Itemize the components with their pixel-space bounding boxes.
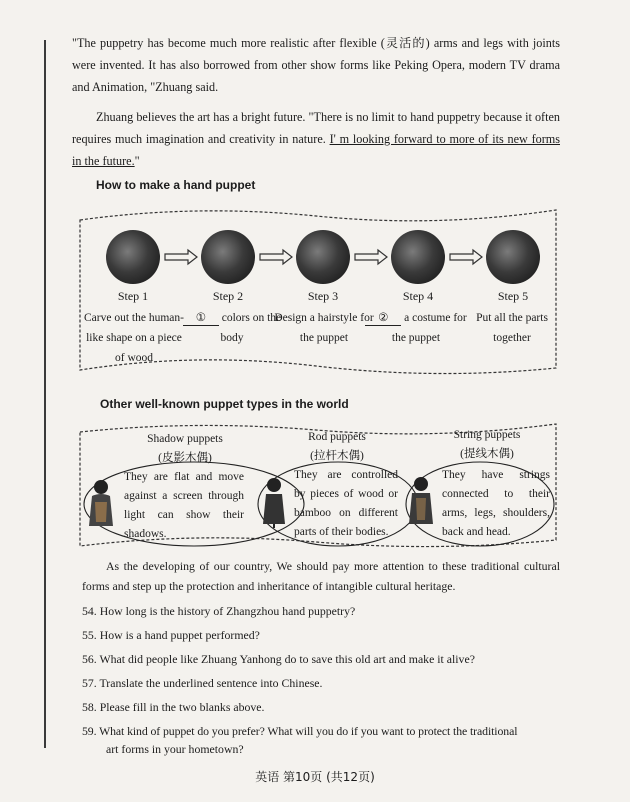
- arrow-right-icon: [164, 248, 198, 266]
- type-3-cn: (提线木偶): [460, 448, 514, 460]
- passage-paragraph-2: [72, 106, 560, 172]
- question-59: 59. What kind of puppet do you prefer? What will you do if you want to protect the traditional: [82, 724, 518, 738]
- step-2-photo: [201, 230, 255, 284]
- question-54: 54. How long is the history of Zhangzhou hand puppetry?: [82, 604, 356, 618]
- arrow-right-icon: [259, 248, 293, 266]
- type-1-cn: (皮影木偶): [158, 452, 212, 464]
- question-58: 58. Please fill in the two blanks above.: [82, 700, 265, 714]
- step-5-label: Step 5: [497, 289, 529, 303]
- step-2-post: colors on the body: [220, 312, 282, 344]
- types-box: [76, 418, 560, 552]
- step-4-photo: [391, 230, 445, 284]
- type-3-desc: They have strings connected to their arms, legs, shoulders, back and head.: [442, 469, 550, 538]
- types-heading: Other well-known puppet types in the world: [100, 397, 349, 411]
- type-1-desc: They are flat and move against a screen through light can show their shadows.: [124, 471, 244, 540]
- steps-box: [76, 200, 560, 380]
- arrow-right-icon: [449, 248, 483, 266]
- step-1-label: Step 1: [117, 289, 149, 303]
- paragraph-2-end: ": [134, 154, 140, 168]
- arrow-right-icon: [354, 248, 388, 266]
- type-2-name: Rod puppets: [308, 431, 366, 443]
- step-5-text: Put all the parts together: [476, 312, 548, 344]
- passage-paragraph-1: "The puppetry has become much more realistic after flexible (灵活的) arms and legs with joints were invented. It has also borrowed from other show forms like Peking Opera, modern TV drama and Animation, "Zhuang said.: [72, 36, 560, 94]
- step-1-photo: [106, 230, 160, 284]
- margin-line: [44, 40, 46, 748]
- question-56: 56. What did people like Zhuang Yanhong do to save this old art and make it alive?: [82, 652, 475, 666]
- type-1-name: Shadow puppets: [147, 433, 223, 445]
- blank-2[interactable]: ②: [365, 311, 401, 326]
- string-puppet-icon: [406, 474, 436, 526]
- step-3-photo: [296, 230, 350, 284]
- underlined-sentence: I' m looking forward to more of its new forms in the future.: [72, 132, 560, 168]
- question-59-cont: art forms in your hometown?: [106, 742, 244, 756]
- step-4-text: [364, 308, 468, 348]
- step-2-text: [180, 308, 284, 348]
- step-3-label: Step 3: [307, 289, 339, 303]
- question-55: 55. How is a hand puppet performed?: [82, 628, 260, 642]
- how-to-heading: How to make a hand puppet: [96, 178, 256, 192]
- step-4-label: Step 4: [402, 289, 434, 303]
- step-4-post: a costume for the puppet: [391, 312, 467, 344]
- blank-1[interactable]: ①: [183, 311, 219, 326]
- rod-puppet-icon: [259, 476, 289, 528]
- step-2-label: Step 2: [212, 289, 244, 303]
- type-2-cn: (拉杆木偶): [310, 450, 364, 462]
- page-footer: 英语 第10页 (共12页): [255, 770, 375, 784]
- step-3-text: Design a hairstyle for the puppet: [274, 312, 374, 344]
- shadow-puppet-icon: [86, 478, 116, 530]
- step-5-photo: [486, 230, 540, 284]
- paragraph-2-text: Zhuang believes the art has a bright future. "There is no limit to hand puppetry because it often requires much imagination and creativity in nature.: [72, 110, 560, 146]
- step-1-text: Carve out the human-like shape on a piece of wood: [84, 312, 184, 364]
- type-2-desc: They are controlled by pieces of wood or bamboo on different parts of their bodies.: [294, 469, 398, 538]
- question-57: 57. Translate the underlined sentence into Chinese.: [82, 676, 323, 690]
- type-3-name: String puppets: [453, 429, 521, 441]
- closing-paragraph: As the developing of our country, We should pay more attention to these traditional cultural forms and step up the protection and inheritance of intangible cultural heritage.: [82, 559, 560, 593]
